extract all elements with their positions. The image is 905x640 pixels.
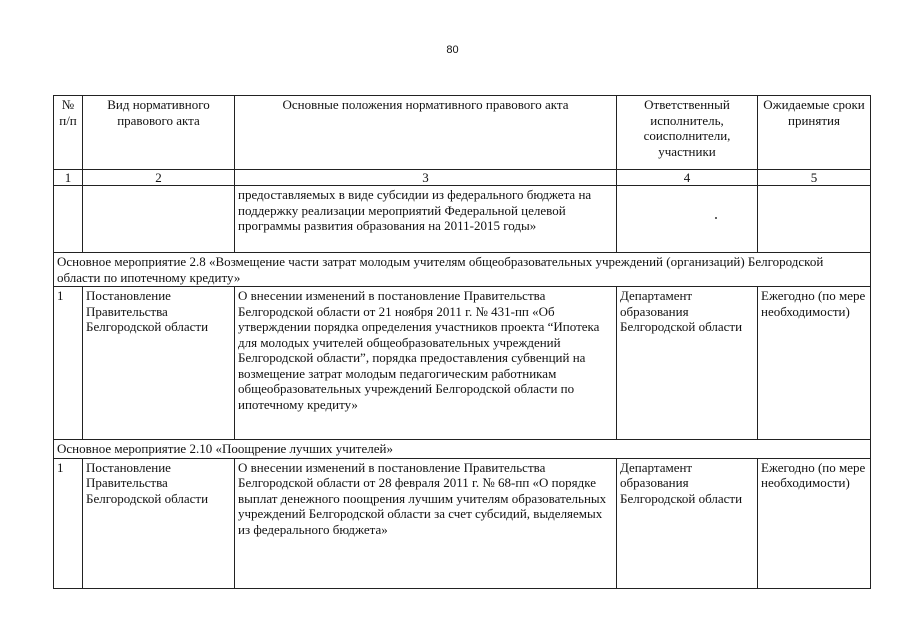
- page-number: 80: [446, 44, 459, 56]
- continuation-deadline: [758, 186, 871, 253]
- column-number: 5: [758, 170, 871, 186]
- row-act-type: Постановление Правительства Белгородской области: [83, 458, 235, 588]
- table-row: [54, 458, 871, 588]
- column-number: 2: [83, 170, 235, 186]
- section-heading-row: [54, 253, 871, 287]
- row-provisions: О внесении изменений в постановление Правительства Белгородской области от 28 февраля 2011 г. № 68-пп «О порядке выплат денежного поощрения лучшим учителям образовательных учреждений Белгородской области за счет субсидий, выделяемых из федерального бюджета»: [235, 458, 617, 588]
- header-num: № п/п: [54, 96, 83, 170]
- row-responsible: Департамент образования Белгородской области: [617, 287, 758, 440]
- continuation-num: [54, 186, 83, 253]
- row-num: 1: [54, 458, 83, 588]
- row-deadline: Ежегодно (по мере необходимости): [758, 458, 871, 588]
- row-act-type: Постановление Правительства Белгородской области: [83, 287, 235, 440]
- header-provisions: Основные положения нормативного правового акта: [235, 96, 617, 170]
- continuation-provisions: предоставляемых в виде субсидии из федерального бюджета на поддержку реализации мероприятий Федеральной целевой программы развития образования на 2011-2015 годы»: [235, 186, 617, 253]
- row-deadline: Ежегодно (по мере необходимости): [758, 287, 871, 440]
- column-number-row: [54, 170, 871, 186]
- stray-dot: [715, 217, 717, 219]
- table-header-row: [54, 96, 871, 170]
- row-num: 1: [54, 287, 83, 440]
- continuation-row: [54, 186, 871, 253]
- header-act-type: Вид нормативного правового акта: [83, 96, 235, 170]
- column-number: 1: [54, 170, 83, 186]
- continuation-type: [83, 186, 235, 253]
- column-number: 4: [617, 170, 758, 186]
- column-number: 3: [235, 170, 617, 186]
- table-row: [54, 287, 871, 440]
- section-title: Основное мероприятие 2.10 «Поощрение лучших учителей»: [54, 440, 871, 459]
- section-title: Основное мероприятие 2.8 «Возмещение части затрат молодым учителям общеобразовательных учреждений (организаций) Белгородской области по ипотечному кредиту»: [54, 253, 871, 287]
- legal-acts-table: [53, 95, 871, 589]
- header-responsible: Ответственный исполнитель, соисполнители, участники: [617, 96, 758, 170]
- section-heading-row: [54, 440, 871, 459]
- row-provisions: О внесении изменений в постановление Правительства Белгородской области от 21 ноября 2011 г. № 431-пп «Об утверждении порядка определения участников проекта “Ипотека для молодых учителей общеобразовательных учреждений Белгородской области”, порядка предоставления субвенций на возмещение затрат молодым педагогическим работникам общеобразовательных учреждений Белгородской области по ипотечному кредиту»: [235, 287, 617, 440]
- row-responsible: Департамент образования Белгородской области: [617, 458, 758, 588]
- header-deadline: Ожидаемые сроки принятия: [758, 96, 871, 170]
- continuation-responsible: [617, 186, 758, 253]
